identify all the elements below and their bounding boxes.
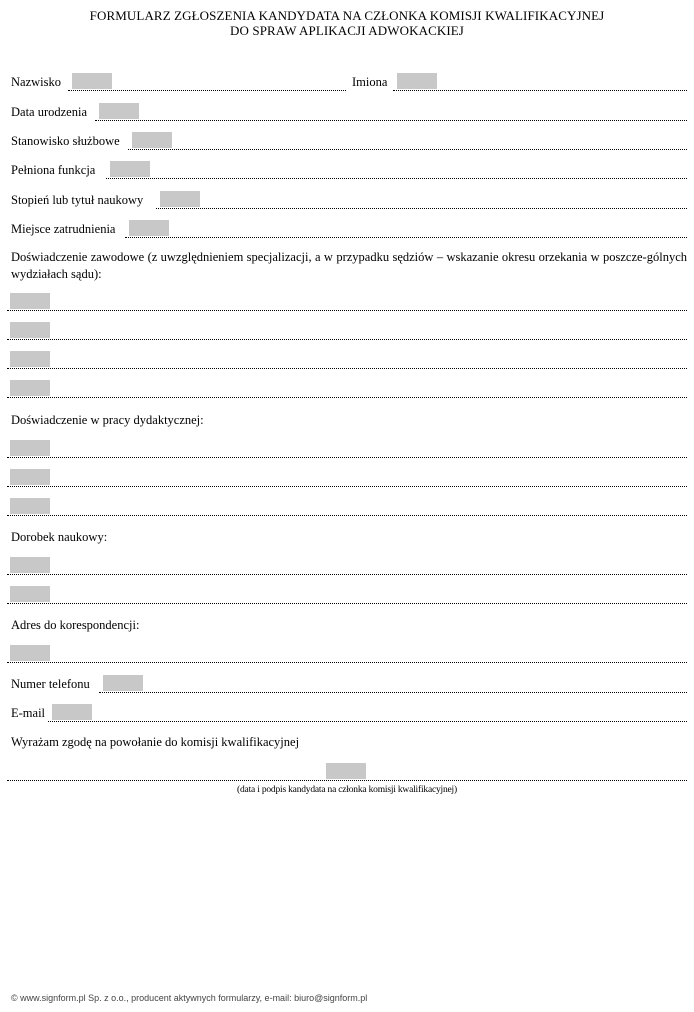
email-label: E-mail (11, 706, 46, 720)
form-title-line-1: FORMULARZ ZGŁOSZENIA KANDYDATA NA CZŁONKA KOMISJI KWALIFIKACYJNEJ (89, 8, 605, 23)
footer-text: © www.signform.pl Sp. z o.o., producent aktywnych formularzy, e-mail: biuro@signform.pl (11, 993, 368, 1003)
phone-line (99, 692, 687, 693)
position-input[interactable] (132, 132, 172, 148)
professional-experience-line-3 (7, 368, 687, 369)
birth-date-label: Data urodzenia (11, 105, 88, 119)
phone-input[interactable] (103, 675, 143, 691)
teaching-experience-line-3 (7, 515, 687, 516)
teaching-experience-input-1[interactable] (10, 440, 50, 456)
teaching-experience-heading: Doświadczenie w pracy dydaktycznej: (11, 413, 204, 427)
first-names-line (393, 90, 687, 91)
scientific-output-line-2 (7, 603, 687, 604)
address-line (7, 662, 687, 663)
address-input[interactable] (10, 645, 50, 661)
professional-experience-input-4[interactable] (10, 380, 50, 396)
first-names-input[interactable] (397, 73, 437, 89)
first-names-label: Imiona (352, 75, 388, 89)
professional-experience-heading: Doświadczenie zawodowe (z uwzględnieniem specjalizacji, a w przypadku sędziów – wskazanie okresu orzekania w poszcze-gólnych wydziałach sądu): (11, 250, 687, 281)
teaching-experience-input-3[interactable] (10, 498, 50, 514)
scientific-output-line-1 (7, 574, 687, 575)
surname-label: Nazwisko (11, 75, 61, 89)
workplace-input[interactable] (129, 220, 169, 236)
workplace-label: Miejsce zatrudnienia (11, 222, 116, 236)
degree-input[interactable] (160, 191, 200, 207)
scientific-output-input-1[interactable] (10, 557, 50, 573)
professional-experience-line-4 (7, 397, 687, 398)
function-line (106, 178, 687, 179)
email-line (48, 721, 687, 722)
degree-label: Stopień lub tytuł naukowy (11, 193, 144, 207)
professional-experience-line-2 (7, 339, 687, 340)
birth-date-input[interactable] (99, 103, 139, 119)
surname-line (68, 90, 346, 91)
teaching-experience-input-2[interactable] (10, 469, 50, 485)
function-input[interactable] (110, 161, 150, 177)
email-input[interactable] (52, 704, 92, 720)
degree-line (156, 208, 687, 209)
signature-date-input[interactable] (326, 763, 366, 779)
scientific-output-input-2[interactable] (10, 586, 50, 602)
position-line (128, 149, 687, 150)
form-title-line-2: DO SPRAW APLIKACJI ADWOKACKIEJ (230, 23, 464, 38)
phone-label: Numer telefonu (11, 677, 90, 691)
address-heading: Adres do korespondencji: (11, 618, 140, 632)
professional-experience-line-1 (7, 310, 687, 311)
workplace-line (125, 237, 687, 238)
birth-date-line (95, 120, 687, 121)
signature-caption: (data i podpis kandydata na członka komisji kwalifikacyjnej) (237, 785, 457, 795)
professional-experience-input-3[interactable] (10, 351, 50, 367)
surname-input[interactable] (72, 73, 112, 89)
scientific-output-heading: Dorobek naukowy: (11, 530, 108, 544)
professional-experience-input-1[interactable] (10, 293, 50, 309)
consent-text: Wyrażam zgodę na powołanie do komisji kwalifikacyjnej (11, 735, 300, 749)
function-label: Pełniona funkcja (11, 163, 96, 177)
position-label: Stanowisko służbowe (11, 134, 120, 148)
teaching-experience-line-1 (7, 457, 687, 458)
professional-experience-input-2[interactable] (10, 322, 50, 338)
teaching-experience-line-2 (7, 486, 687, 487)
signature-line (7, 780, 687, 781)
